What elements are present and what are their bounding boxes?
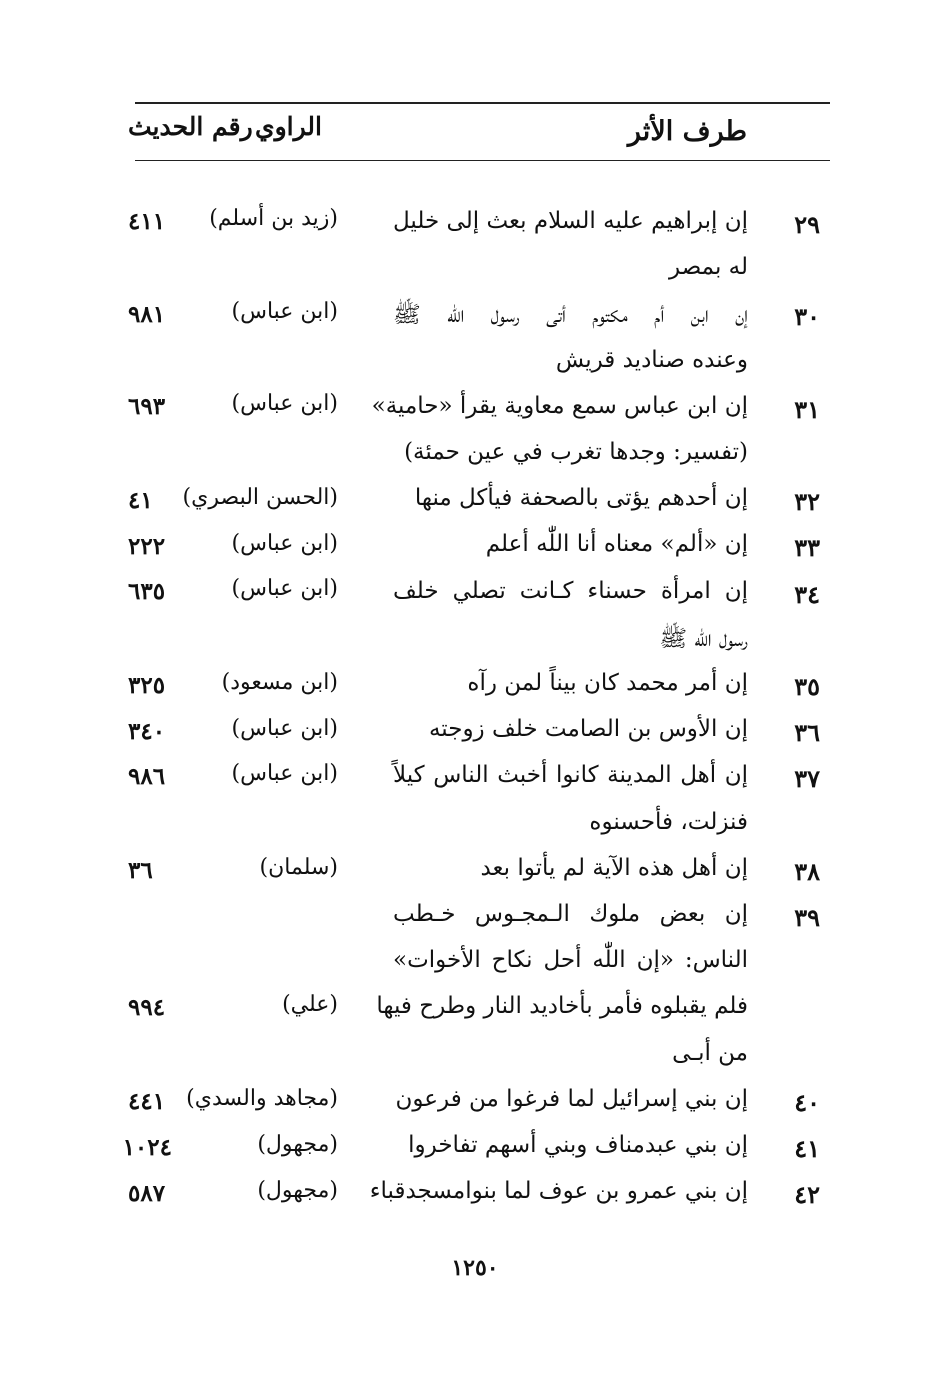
entry-text: له بمصر (669, 254, 748, 281)
entry-text: إن بني عمرو بن عوف لما بنوامسجدقباء (369, 1178, 748, 1205)
entry-line (0, 853, 950, 893)
column-header-narrator: الراوي (255, 112, 322, 141)
column-header-title: طرف الأثر (627, 116, 747, 147)
entry-number: ٣٣ (794, 533, 820, 563)
entry-hadith-number: ٤١ (128, 487, 153, 515)
entry-narrator: (ابن مسعود) (221, 670, 338, 695)
entry-number: ٤٠ (794, 1087, 820, 1117)
entry-hadith-number: ٦٣٥ (128, 577, 166, 605)
entry-line (0, 1084, 950, 1124)
entry-number: ٣٧ (794, 764, 820, 794)
page-number: ١٢٥٠ (451, 1255, 499, 1281)
entry-number: ٢٩ (794, 210, 820, 239)
entry-line (0, 529, 950, 569)
entry-number: ٤١ (794, 1134, 820, 1163)
column-header-hadith-number: رقم الحديث (128, 112, 253, 141)
entry-number: ٣٠ (794, 302, 820, 332)
entry-hadith-number: ٣٦ (128, 856, 153, 884)
entry-hadith-number: ٤١١ (128, 208, 166, 236)
entry-line (0, 668, 950, 708)
entry-line (0, 483, 950, 523)
entry-hadith-number: ٣٢٥ (128, 672, 166, 699)
entry-text: إن بعض ملوك الـمجـوس خـطب (393, 901, 748, 927)
entry-line (0, 714, 950, 754)
entry-narrator: (ابن عباس) (231, 298, 338, 324)
entry-narrator: (الحسن البصري) (182, 485, 338, 511)
entry-narrator: (ابن عباس) (231, 531, 338, 557)
entry-narrator: (علي) (282, 991, 338, 1017)
header-rule (135, 160, 830, 161)
entry-narrator: (ابن عباس) (231, 391, 338, 416)
entry-hadith-number: ٦٩٣ (128, 393, 166, 420)
entry-narrator: (ابن عباس) (231, 760, 338, 786)
entry-text: إن ابن عباس سمع معاوية يقرأ «حامية» (371, 392, 748, 419)
entry-text: إن ابن أم مكتوم أتى رسول اللّٰه ﷺ (393, 302, 748, 329)
entry-text: من أبـى (672, 1039, 748, 1066)
entry-hadith-number: ٤٤١ (128, 1087, 166, 1115)
entry-number: ٣١ (794, 394, 820, 424)
entry-number: ٣٨ (794, 856, 820, 886)
entry-number: ٤٢ (794, 1180, 820, 1210)
entry-hadith-number: ١٠٢٤ (122, 1134, 172, 1161)
entry-narrator: (مجهول) (257, 1132, 338, 1157)
entry-line (0, 945, 950, 985)
entry-text: (تفسير: وجدها تغرب في عين حمئة) (404, 439, 748, 465)
entry-text: إن امرأة حسناء كـانت تصلي خلف (393, 577, 748, 604)
entry-hadith-number: ٥٨٧ (128, 1180, 166, 1208)
entry-hadith-number: ٩٨٦ (128, 762, 166, 790)
entry-line (0, 1176, 950, 1216)
entry-text: إن أهل المدينة كانوا أخبث الناس كيلاً (393, 762, 748, 789)
entry-text: إن الأوس بن الصامت خلف زوجته (428, 716, 748, 743)
entry-text: إن «ألم» معناه أنا اللّٰه أعلم (485, 531, 748, 558)
entry-text: إن أمر محمد كان بيناً لمن رآه (467, 670, 748, 696)
entry-narrator: (ابن عباس) (231, 716, 338, 742)
entry-hadith-number: ٩٨١ (128, 300, 166, 328)
entry-text: إن أهل هذه الآية لم يأتوا بعد (480, 854, 748, 881)
entry-text: الناس: «إن اللّٰه أحل نكاح الأخوات» (393, 947, 748, 974)
top-rule (135, 102, 830, 104)
entry-text: فنزلت، فأحسنوه (589, 808, 748, 835)
entry-number: ٣٢ (794, 487, 820, 517)
entry-text: إن بني عبدمناف وبني أسهم تفاخروا (408, 1132, 748, 1158)
entry-narrator: (زيد بن أسلم) (209, 206, 338, 232)
entry-number: ٣٥ (794, 672, 820, 701)
entry-number: ٣٤ (794, 579, 820, 609)
entry-text: إن إبراهيم عليه السلام بعث إلى خليل (393, 208, 748, 234)
entry-hadith-number: ٢٢٢ (128, 533, 166, 561)
entry-narrator: (سلمان) (259, 854, 338, 880)
entry-line (0, 899, 950, 939)
entry-narrator: (ابن عباس) (231, 575, 338, 601)
entry-text: رسول اللّٰه ﷺ (659, 625, 748, 652)
entry-hadith-number: ٩٩٤ (128, 993, 166, 1021)
entry-number: ٣٦ (794, 718, 820, 748)
entry-text: إن أحدهم يؤتى بالصحفة فيأكل منها (414, 485, 748, 512)
entry-line (0, 1130, 950, 1170)
entry-text: وعنده صناديد قريش (555, 346, 748, 373)
entry-hadith-number: ٣٤٠ (128, 718, 166, 746)
entry-text: فلم يقبلوه فأمر بأخاديد النار وطرح فيها (376, 993, 748, 1020)
entry-number: ٣٩ (794, 903, 820, 932)
entry-narrator: (مجاهد والسدي) (186, 1085, 338, 1111)
entry-narrator: (مجهول) (257, 1178, 338, 1204)
entry-text: إن بني إسرائيل لما فرغوا من فرعون (395, 1085, 748, 1112)
